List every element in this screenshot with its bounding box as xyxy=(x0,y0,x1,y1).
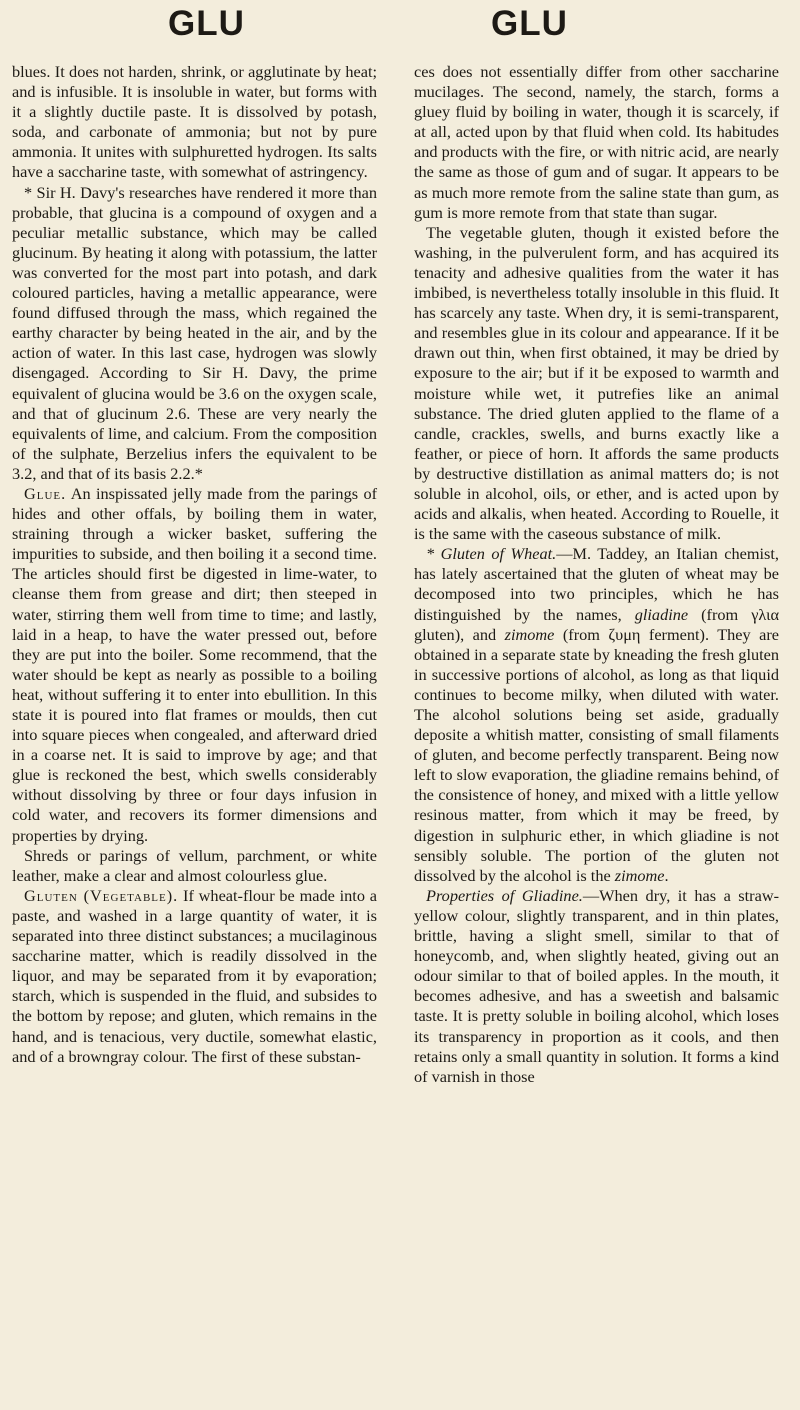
gluten-of-wheat-note xyxy=(414,544,779,886)
gluten-term: Gluten (Vegetable). xyxy=(24,885,179,905)
gliadine-properties-text: —When dry, it has a straw-yellow colour, slightly transparent, and in thin plates, brittle, having a slight smell, similar to that of honeycomb, and, when slightly heated, giving out an odour similar to that of boiled apples. In the mouth, it becomes adhesive, and has a sweetish and balsamic taste. It is pretty soluble in boiling alcohol, which loses its transparency in proportion as it cools, and then retains only a small quantity in solution. It forms a kind of varnish in those xyxy=(414,885,779,1086)
note-text-a: —M. Taddey, an Italian chemist, has lately ascertained that the gluten of wheat may be decomposed into two principles, which he has distinguished by the names, xyxy=(414,544,779,624)
running-head-left: GLU xyxy=(168,4,245,43)
glue-entry xyxy=(12,484,377,846)
gliadine-term: gliadine xyxy=(634,604,689,624)
note-text-c: (from ζυμη ferment). They are obtained in a separate state by kneading the fresh gluten in successive portions of alcohol, as long as that liquid continues to become milky, when diluted with water. The alcohol solutions being set aside, gradually deposite a whitish matter, consisting of small filaments of gluten, and become perfectly transparent. Being now left to slow evaporation, the gliadine remains behind, of the consistence of honey, and mixed with a little yellow resinous matter, from which it may be freed, by digestion in sulphuric ether, in which gliadine is not sensibly soluble. The portion of the gluten not dissolved by the alcohol is the xyxy=(414,624,779,885)
zimome-term: zimome xyxy=(504,624,555,644)
gluten-continuation: ces does not essentially differ from other saccharine mucilages. The second, namely, the starch, forms a gluey fluid by boiling in water, though it is scarcely, if at all, acted upon by that fluid when cold. Its habitudes and products with the fire, or with nitric acid, are nearly the same as those of gum and of sugar. It appears to be as much more remote from the saline state than gum, as gum is more remote from that state than sugar. xyxy=(414,62,779,222)
vellum-paragraph: Shreds or parings of vellum, parchment, or white leather, make a clear and almost colourless glue. xyxy=(12,845,377,885)
glue-term: Glue. xyxy=(24,483,67,503)
note-text-end: . xyxy=(664,865,669,885)
vegetable-gluten-paragraph: The vegetable gluten, though it existed before the washing, in the pulverulent form, and has acquired its tenacity and adhesive qualities from the water it has imbibed, is nevertheless totally insoluble in this fluid. It has scarcely any taste. When dry, it is semi-transparent, and resembles glue in its colour and appearance. If it be drawn out thin, when first obtained, it may be dried by exposure to the air; but if it be exposed to warmth and moisture while wet, it putrefies like an animal substance. The dried gluten applied to the flame of a candle, crackles, swells, and burns exactly like a feather, or piece of horn. It affords the same products by destructive distillation as animal matters do; is not soluble in alcohol, oils, or ether, and is acted upon by acids and alkalis, when heated. According to Rouelle, it is the same with the caseous substance of milk. xyxy=(414,222,779,544)
gliadine-properties xyxy=(414,886,779,1087)
right-column xyxy=(414,62,779,1087)
glucina-continuation: blues. It does not harden, shrink, or agglutinate by heat; and is infusible. It is insoluble in water, but forms with it a slightly ductile paste. It is dissolved by potash, soda, and carbonate of ammonia; but not by pure ammonia. It unites with sulphuretted hydrogen. Its salts have a saccharine taste, with somewhat of astringency. xyxy=(12,62,377,182)
gluten-of-wheat-heading: * Gluten of Wheat. xyxy=(426,544,557,564)
zimome-term-2: zimome xyxy=(614,865,665,885)
running-head-right: GLU xyxy=(491,4,568,43)
glue-text: An inspissated jelly made from the parings of hides and other offals, by boiling them in water, straining through a wicker basket, suffering the impurities to subside, and then boiling it a second time. The articles should first be digested in lime-water, to cleanse them from grease and dirt; then steeped in water, stirring them well from time to time; and lastly, laid in a heap, to have the water pressed out, before they are put into the boiler. Some recommend, that the water should be kept as nearly as possible to a boiling heat, without suffering it to enter into ebullition. In this state it is poured into flat frames or moulds, then cut into square pieces when congealed, and afterward dried in a coarse net. It is said to improve by age; and that glue is reckoned the best, which swells considerably without dissolving by three or four days infusion in cold water, and recovers its former dimensions and properties by drying. xyxy=(12,483,378,845)
left-column xyxy=(12,62,377,1067)
gliadine-properties-heading: Properties of Gliadine. xyxy=(426,885,583,905)
running-head xyxy=(0,4,800,54)
gluten-entry xyxy=(12,886,377,1067)
gluten-text: If wheat-flour be made into a paste, and washed in a large quantity of water, it is separated into three distinct substances; a mucilaginous saccharine matter, which is readily dissolved in the liquor, and may be separated from it by evaporation; starch, which is suspended in the fluid, and subsides to the bottom by repose; and gluten, which remains in the hand, and is tenacious, very ductile, somewhat elastic, and of a browngray colour. The first of these substan- xyxy=(12,885,377,1066)
davy-note: * Sir H. Davy's researches have rendered it more than probable, that glucina is a compound of oxygen and a peculiar metallic substance, which may be called glucinum. By heating it along with potassium, the latter was converted for the most part into potash, and dark coloured particles, having a metallic appearance, were found diffused through the mass, which regained the earthy character by being heated in the air, and by the action of water. In this last case, hydrogen was slowly disengaged. According to Sir H. Davy, the prime equivalent of glucina would be 3.6 on the oxygen scale, and that of glucinum 2.6. These are very nearly the equivalents of lime, and calcium. From the composition of the sulphate, Berzelius infers the equivalent to be 3.2, and that of its basis 2.2.* xyxy=(12,182,377,483)
note-text-b: (from γλια gluten), and xyxy=(414,604,779,644)
